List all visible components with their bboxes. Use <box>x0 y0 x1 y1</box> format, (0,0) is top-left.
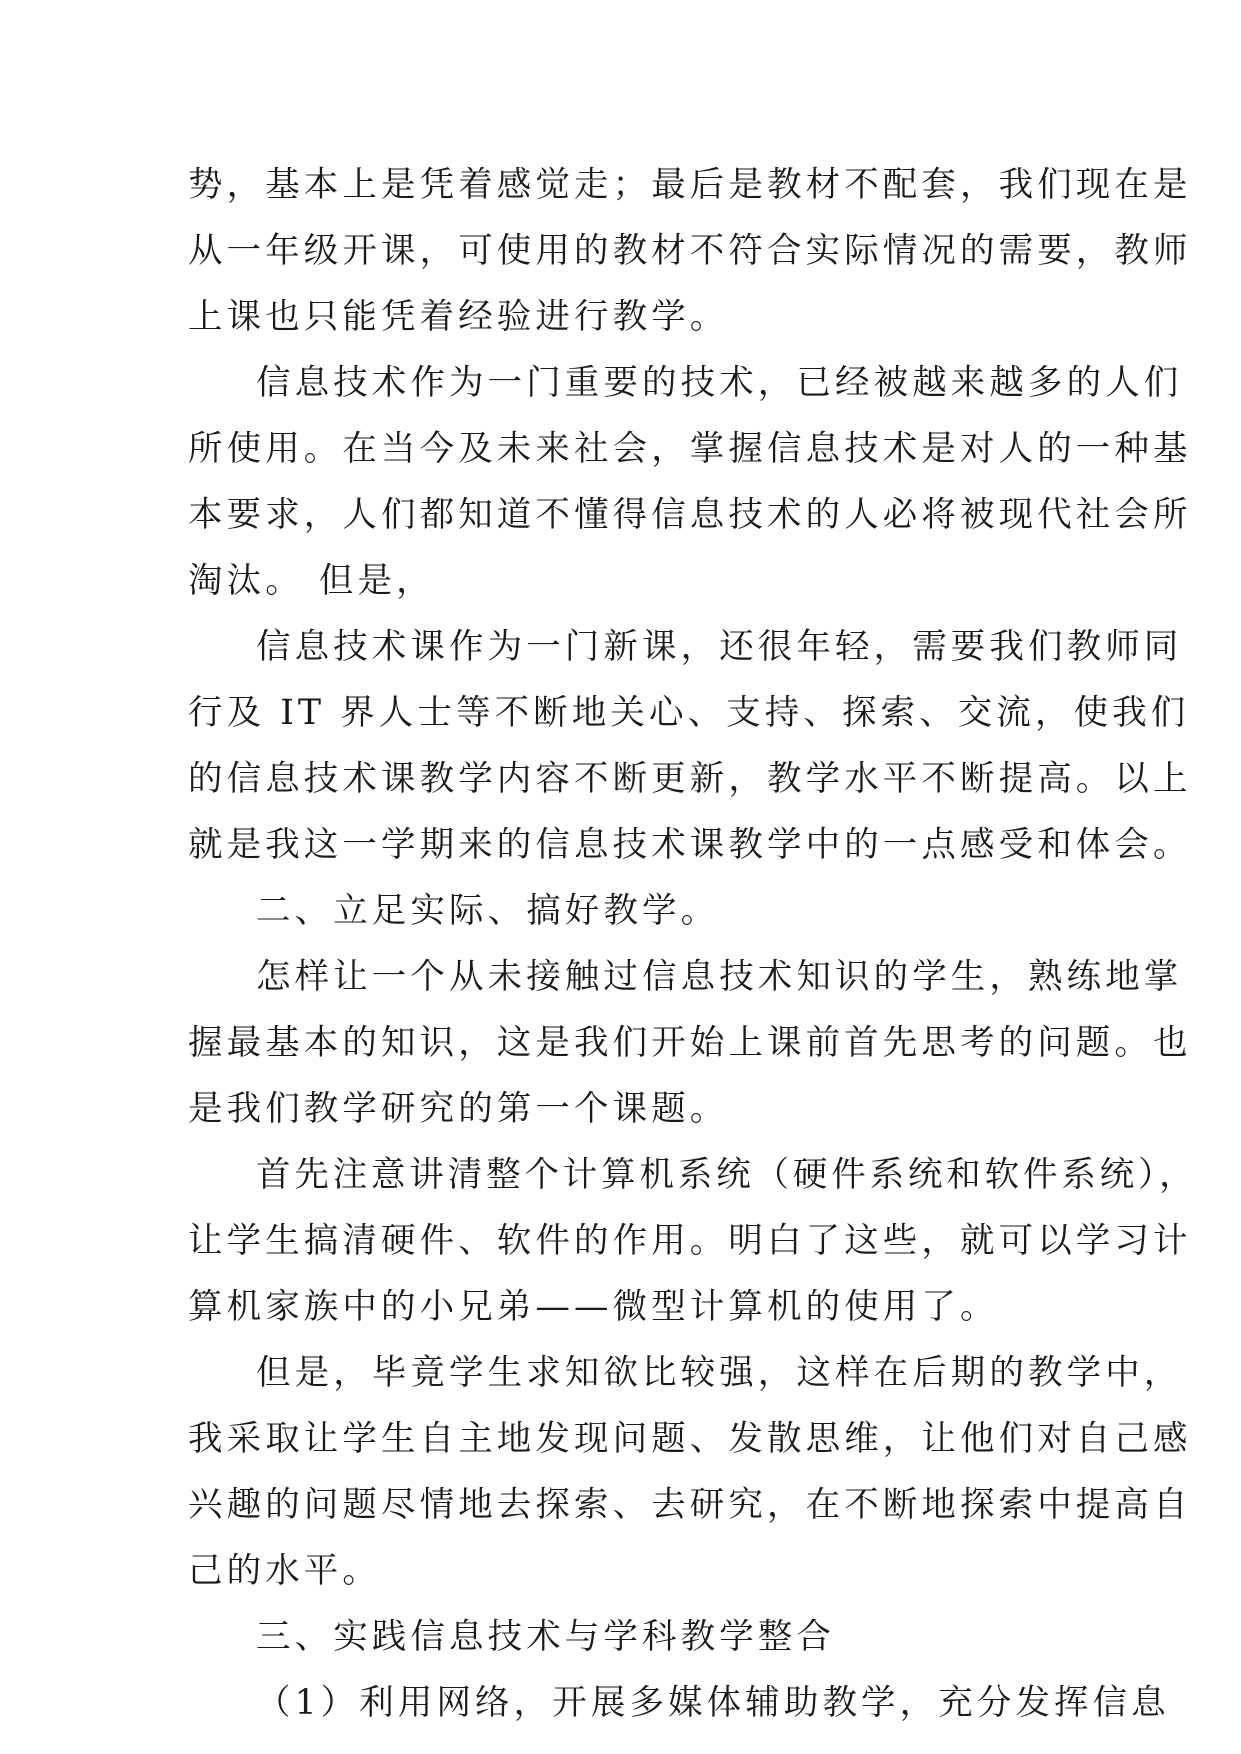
text-line: 但是，毕竟学生求知欲比较强，这样在后期的教学中， <box>256 1353 1183 1393</box>
text-line: 己的水平。 <box>188 1551 381 1591</box>
text-line: 兴趣的问题尽情地去探索、去研究，在不断地探索中提高自 <box>188 1485 1192 1525</box>
text-line: 的信息技术课教学内容不断更新，教学水平不断提高。以上 <box>188 759 1192 799</box>
text-line: 是我们教学研究的第一个课题。 <box>188 1089 729 1129</box>
text-line: 信息技术课作为一门新课，还很年轻，需要我们教师同 <box>256 627 1183 667</box>
text-line: 淘汰。 但是， <box>188 561 435 601</box>
text-line: 握最基本的知识，这是我们开始上课前首先思考的问题。也 <box>188 1023 1192 1063</box>
text-line: 上课也只能凭着经验进行教学。 <box>188 297 729 337</box>
text-line: 首先注意讲清整个计算机系统（硬件系统和软件系统）， <box>256 1155 1198 1195</box>
text-line: 怎样让一个从未接触过信息技术知识的学生，熟练地掌 <box>256 957 1183 997</box>
text-line: 让学生搞清硬件、软件的作用。明白了这些，就可以学习计 <box>188 1221 1192 1261</box>
text-line: 行及 IT 界人士等不断地关心、支持、探索、交流，使我们 <box>188 693 1190 733</box>
text-line: 信息技术作为一门重要的技术，已经被越来越多的人们 <box>256 363 1183 403</box>
text-line: 算机家族中的小兄弟——微型计算机的使用了。 <box>188 1287 999 1327</box>
text-line: 就是我这一学期来的信息技术课教学中的一点感受和体会。 <box>188 825 1192 865</box>
section-heading: 三、实践信息技术与学科教学整合 <box>256 1617 835 1657</box>
text-line: 我采取让学生自主地发现问题、发散思维，让他们对自己感 <box>188 1419 1192 1459</box>
text-line: 从一年级开课，可使用的教材不符合实际情况的需要，教师 <box>188 231 1192 271</box>
text-line: 所使用。在当今及未来社会，掌握信息技术是对人的一种基 <box>188 429 1192 469</box>
text-line: 本要求，人们都知道不懂得信息技术的人必将被现代社会所 <box>188 495 1192 535</box>
section-heading: 二、立足实际、搞好教学。 <box>256 891 720 931</box>
text-line: 势，基本上是凭着感觉走；最后是教材不配套，我们现在是 <box>188 165 1192 205</box>
text-line: （1）利用网络，开展多媒体辅助教学，充分发挥信息 <box>256 1683 1170 1723</box>
